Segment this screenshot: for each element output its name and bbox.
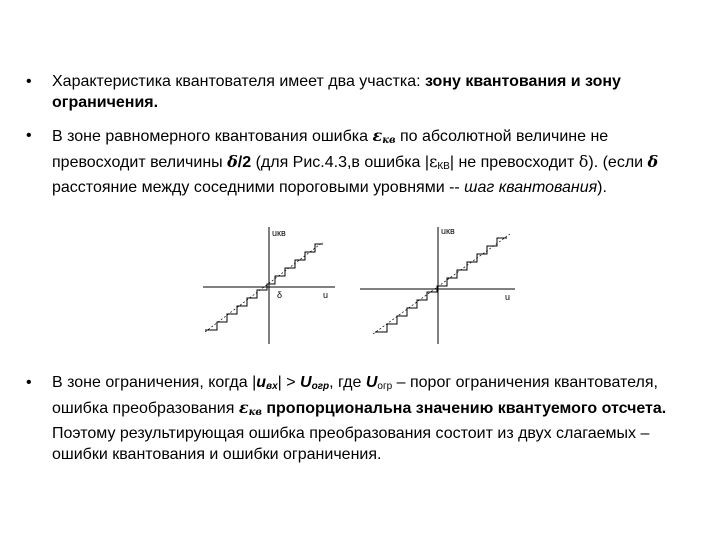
text: Поэтому результирующая ошибка преобразования состоит из двух слагаемых – ошибки квантования и ошибки ограничения.: [52, 425, 650, 463]
delta-symbol: δ: [578, 152, 589, 171]
u-symbol: u: [256, 374, 267, 391]
bullet-marker: •: [26, 73, 32, 90]
paragraph-2: [52, 125, 702, 198]
bullet-marker: •: [26, 127, 32, 144]
quantizer-graph-right: [355, 222, 520, 347]
subscript: кв: [248, 407, 262, 418]
y-axis-label: uкв: [272, 228, 286, 238]
text: ). (если: [588, 154, 648, 171]
text: ).: [597, 179, 607, 196]
text: – порог ограничения квантователя, ошибка преобразования: [52, 374, 658, 417]
italic-text: шаг квантования: [464, 179, 598, 196]
epsilon-symbol: ε: [238, 398, 249, 417]
y-axis-label: uкв: [441, 226, 455, 236]
bold-text: зону квантования и зону ограничения.: [52, 73, 621, 111]
delta-symbol: δ: [227, 152, 238, 171]
text: , где: [329, 374, 366, 391]
text: Характеристика квантователя имеет два участка:: [52, 73, 425, 90]
x-axis-label: u: [323, 290, 329, 300]
epsilon-symbol: ε: [429, 152, 438, 171]
paragraph-3: [52, 372, 702, 465]
subscript: огр: [311, 381, 330, 392]
subscript: огр: [377, 381, 393, 392]
bullet-marker: •: [26, 374, 32, 391]
subscript: КВ: [437, 161, 450, 172]
delta-symbol: δ: [647, 152, 659, 171]
subscript: кв: [382, 135, 396, 146]
x-axis-label: u: [505, 292, 511, 302]
text: | >: [277, 374, 301, 391]
bold-text: /2: [237, 154, 252, 171]
epsilon-symbol: ε: [372, 126, 383, 145]
subscript: вх: [266, 381, 278, 392]
text: по абсолютной величине не превосходит величины: [52, 128, 609, 171]
reference-line: [373, 234, 510, 334]
bold-text: пропорциональна значению квантуемого отсчета.: [261, 400, 667, 417]
text: расстояние между соседними пороговыми уровнями --: [52, 179, 465, 196]
u-limit-symbol: U: [365, 374, 378, 391]
text: (для Рис.4.3,в ошибка |: [251, 154, 430, 171]
text: В зоне ограничения, когда |: [52, 374, 257, 391]
text: В зоне равномерного квантования ошибка: [52, 128, 373, 145]
delta-label: δ: [277, 290, 283, 300]
u-limit-symbol: U: [300, 374, 312, 391]
text: | не превосходит: [449, 154, 579, 171]
staircase-line: [375, 238, 507, 332]
paragraph-1: [52, 71, 702, 113]
quantizer-graph-left: [195, 222, 340, 347]
